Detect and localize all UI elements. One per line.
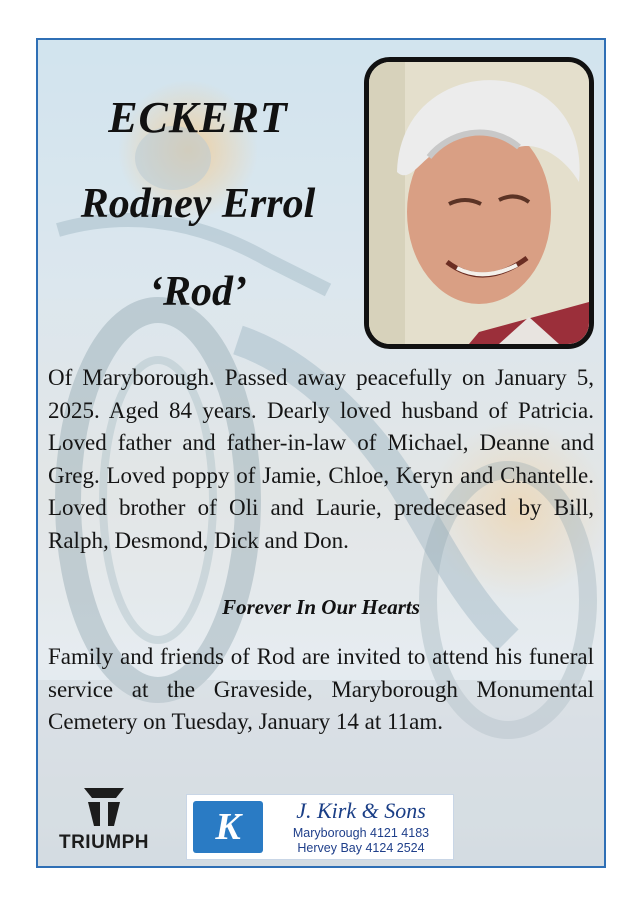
- nickname-heading: ‘Rod’: [149, 269, 247, 315]
- triumph-emblem-icon: [48, 782, 160, 832]
- funeral-director-name: J. Kirk & Sons: [296, 798, 426, 823]
- obituary-paragraph: Of Maryborough. Passed away peacefully on January 5, 2025. Aged 84 years. Dearly loved husband of Patricia. Loved father and father-in-law of Michael, Deanne and Greg. Loved poppy of Jamie, Chloe, Keryn and Chantelle. Loved brother of Oli and Laurie, predeceased by Bill, Ralph, Desmond, Dick and Don.: [48, 365, 594, 553]
- triumph-wordmark: TRIUMPH: [58, 832, 150, 853]
- monogram-letter: K: [215, 806, 241, 848]
- memorial-motto: Forever In Our Hearts: [222, 595, 420, 619]
- given-names-heading: Rodney Errol: [80, 181, 316, 227]
- notice-frame: [36, 38, 606, 868]
- funeral-director-logo: [186, 794, 454, 860]
- surname-heading: ECKERT: [108, 93, 288, 142]
- funeral-details-paragraph: Family and friends of Rod are invited to attend his funeral service at the Graveside, Maryborough Monumental Cemetery on Tuesday, January 14 at 11am.: [48, 644, 594, 734]
- triumph-logo: [48, 782, 160, 858]
- monogram-badge: [193, 801, 263, 853]
- portrait-photo: [364, 57, 594, 349]
- hervey-bay-phone: Hervey Bay 4124 2524: [297, 841, 425, 855]
- maryborough-phone: Maryborough 4121 4183: [292, 826, 430, 840]
